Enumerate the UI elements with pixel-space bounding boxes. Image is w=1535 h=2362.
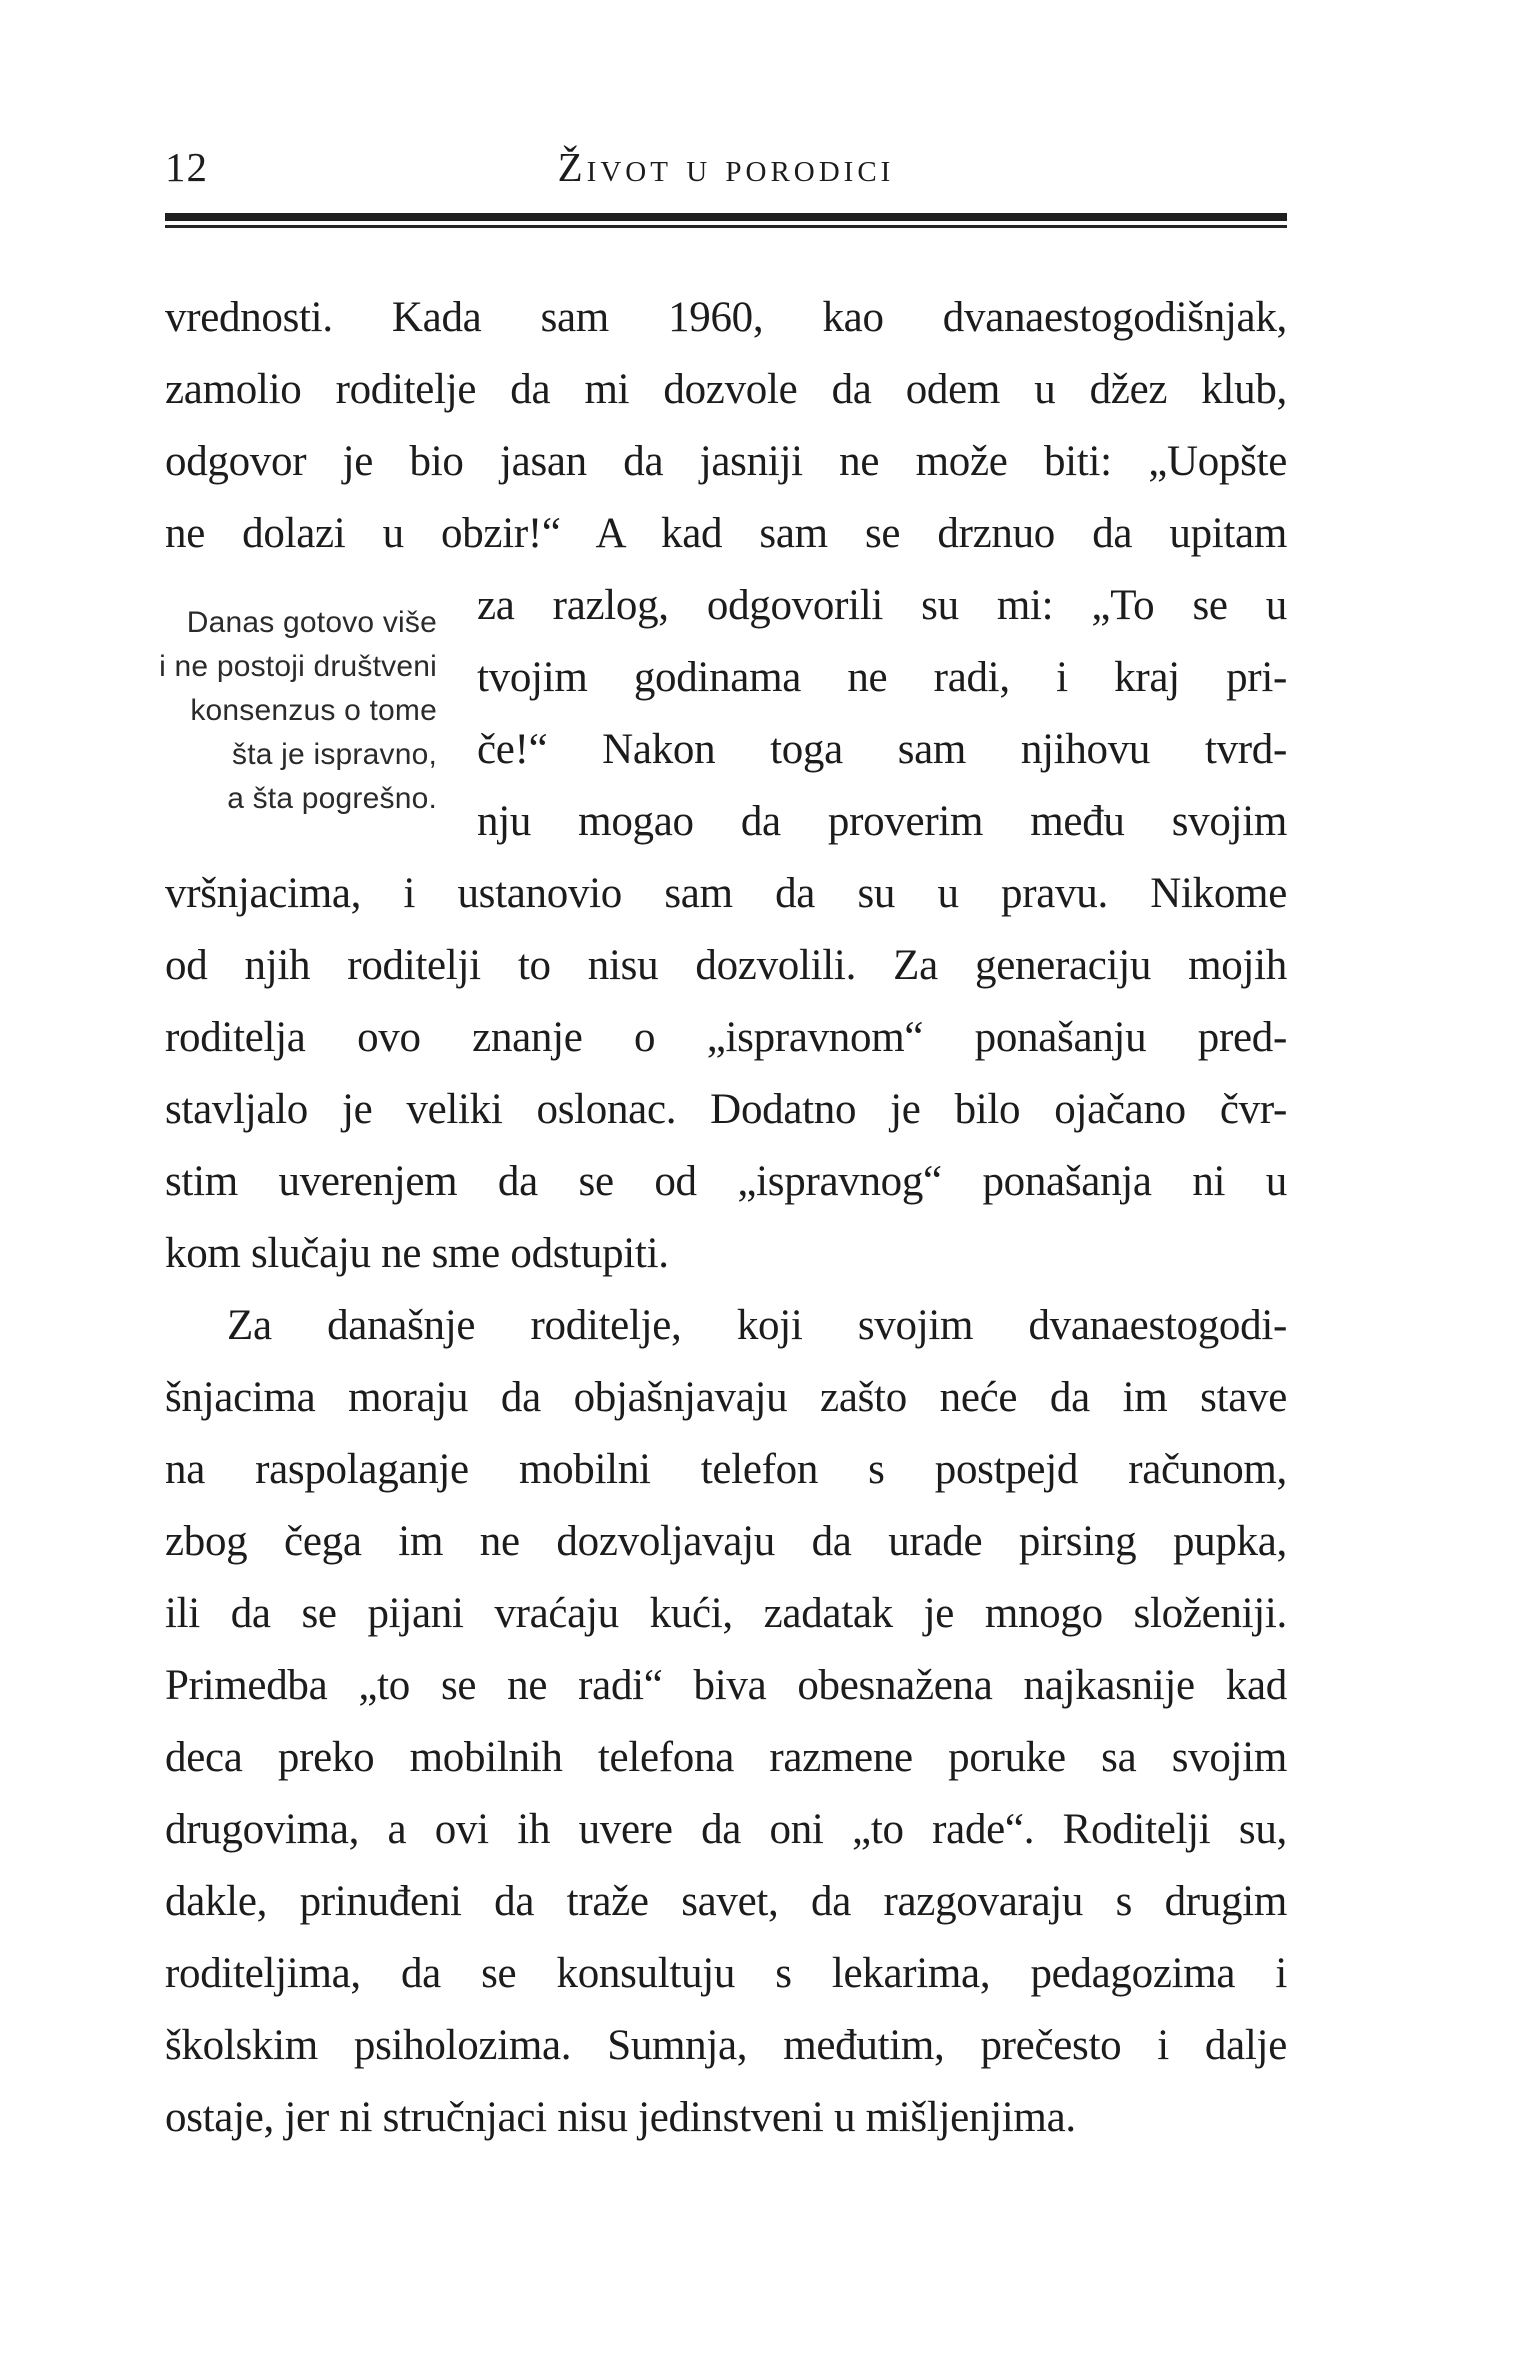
- text-line: zbog čega im ne dozvoljavaju da urade pirsing pupka,: [165, 1518, 1287, 1565]
- body-text: [165, 282, 1287, 2154]
- page-number: 12: [165, 144, 208, 190]
- paragraph-1-lines-full-width-bottom: [165, 858, 1287, 1290]
- text-line: ne dolazi u obzir!“ A kad sam se drznuo da upitam: [165, 510, 1287, 557]
- text-line: za razlog, odgovorili su mi: „To se u: [477, 582, 1287, 629]
- text-line: vrednosti. Kada sam 1960, kao dvanaestogodišnjak,: [165, 294, 1287, 341]
- header-double-rule: [165, 213, 1287, 228]
- text-line: odgovor je bio jasan da jasniji ne može biti: „Uopšte: [165, 438, 1287, 485]
- text-line: školskim psiholozima. Sumnja, međutim, prečesto i dalje: [165, 2022, 1287, 2069]
- text-line: tvojim godinama ne radi, i kraj pri-: [477, 654, 1287, 701]
- text-line: Primedba „to se ne radi“ biva obesnažena najkasnije kad: [165, 1662, 1287, 1709]
- text-line: ili da se pijani vraćaju kući, zadatak je mnogo složeniji.: [165, 1590, 1287, 1637]
- text-line: nju mogao da proverim među svojim: [477, 798, 1287, 845]
- text-line: stim uverenjem da se od „ispravnog“ ponašanja ni u: [165, 1158, 1287, 1205]
- text-line: od njih roditelji to nisu dozvolili. Za generaciju mojih: [165, 942, 1287, 989]
- page-header: [165, 140, 1287, 190]
- text-line: deca preko mobilnih telefona razmene poruke sa svojim: [165, 1734, 1287, 1781]
- margin-note: Danas gotovo više i ne postoji društveni konsenzus o tome šta je ispravno, a šta pogrešno.: [159, 606, 437, 815]
- text-line: zamolio roditelje da mi dozvole da odem u džez klub,: [165, 366, 1287, 413]
- text-line: kom slučaju ne sme odstupiti.: [165, 1230, 669, 1277]
- text-line: roditelja ovo znanje o „ispravnom“ ponašanju pred-: [165, 1014, 1287, 1061]
- text-line: šnjacima moraju da objašnjavaju zašto neće da im stave: [165, 1374, 1287, 1421]
- text-line: če!“ Nakon toga sam njihovu tvrd-: [477, 726, 1287, 773]
- paragraph-2: [165, 1290, 1287, 2154]
- text-line: Za današnje roditelje, koji svojim dvanaestogodi-: [227, 1302, 1287, 1349]
- text-line: dakle, prinuđeni da traže savet, da razgovaraju s drugim: [165, 1878, 1287, 1925]
- paragraph-1-lines-full-width-top: [165, 282, 1287, 570]
- paragraph-1-lines-beside-margin-note: [477, 570, 1287, 858]
- text-line: stavljalo je veliki oslonac. Dodatno je bilo ojačano čvr-: [165, 1086, 1287, 1133]
- text-line: roditeljima, da se konsultuju s lekarima, pedagozima i: [165, 1950, 1287, 1997]
- text-line: drugovima, a ovi ih uvere da oni „to rade“. Roditelji su,: [165, 1806, 1287, 1853]
- text-line: ostaje, jer ni stručnjaci nisu jedinstveni u mišljenjima.: [165, 2094, 1076, 2141]
- text-line: vršnjacima, i ustanovio sam da su u pravu. Nikome: [165, 870, 1287, 917]
- running-title: Život u porodici: [557, 144, 895, 190]
- text-line: na raspolaganje mobilni telefon s postpejd računom,: [165, 1446, 1287, 1493]
